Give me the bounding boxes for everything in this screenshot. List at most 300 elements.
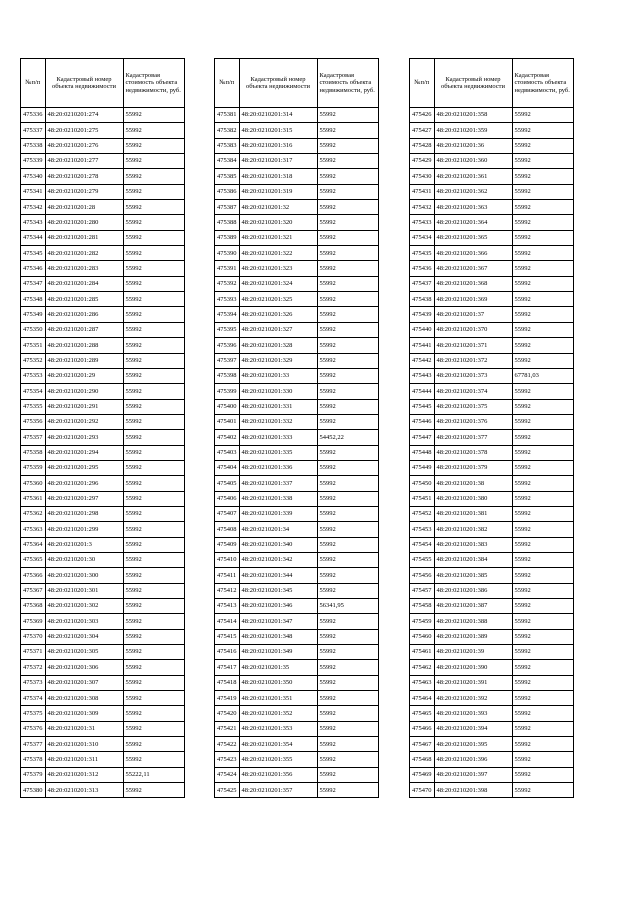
cadastral-number-cell: 48:20:0210201:283 <box>45 261 123 276</box>
row-number-cell: 475359 <box>21 460 46 475</box>
cadastral-number-cell: 48:20:0210201:359 <box>434 123 512 138</box>
row-number-cell: 475434 <box>410 230 435 245</box>
table-row <box>215 583 379 598</box>
table-row <box>410 706 574 721</box>
table-row <box>21 737 185 752</box>
table-row <box>21 552 185 567</box>
row-number-cell: 475400 <box>215 399 240 414</box>
cadastral-number-cell: 48:20:0210201:318 <box>239 169 317 184</box>
cadastral-cost-cell: 55992 <box>123 138 184 153</box>
row-number-cell: 475467 <box>410 737 435 752</box>
cadastral-number-cell: 48:20:0210201:366 <box>434 246 512 261</box>
row-number-cell: 475365 <box>21 552 46 567</box>
table-row <box>215 246 379 261</box>
table-row <box>21 506 185 521</box>
cadastral-cost-cell: 55992 <box>512 691 573 706</box>
table-row <box>21 200 185 215</box>
table-row <box>410 169 574 184</box>
cadastral-number-cell: 48:20:0210201:337 <box>239 476 317 491</box>
row-number-cell: 475418 <box>215 675 240 690</box>
cadastral-number-cell: 48:20:0210201:387 <box>434 599 512 614</box>
table-row <box>410 675 574 690</box>
cadastral-cost-cell: 55992 <box>512 307 573 322</box>
table-row <box>21 368 185 383</box>
header-row <box>215 59 379 108</box>
row-number-cell: 475362 <box>21 506 46 521</box>
row-number-cell: 475372 <box>21 660 46 675</box>
cadastral-cost-cell: 55992 <box>123 384 184 399</box>
table-row <box>410 123 574 138</box>
table-row <box>215 537 379 552</box>
row-number-cell: 475420 <box>215 706 240 721</box>
cadastral-cost-cell: 55992 <box>123 215 184 230</box>
row-number-cell: 475458 <box>410 599 435 614</box>
table-row <box>410 783 574 798</box>
cadastral-number-cell: 48:20:0210201:277 <box>45 154 123 169</box>
row-number-cell: 475441 <box>410 338 435 353</box>
row-number-cell: 475347 <box>21 276 46 291</box>
table-row <box>410 599 574 614</box>
table-row <box>215 552 379 567</box>
row-number-cell: 475338 <box>21 138 46 153</box>
header-num: №п/п <box>410 59 435 108</box>
cadastral-number-cell: 48:20:0210201:398 <box>434 783 512 798</box>
cadastral-cost-cell: 55992 <box>123 399 184 414</box>
table-row <box>215 691 379 706</box>
cadastral-cost-cell: 55992 <box>317 353 378 368</box>
cadastral-number-cell: 48:20:0210201:340 <box>239 537 317 552</box>
table-row <box>215 522 379 537</box>
table-row <box>21 537 185 552</box>
row-number-cell: 475354 <box>21 384 46 399</box>
cadastral-number-cell: 48:20:0210201:316 <box>239 138 317 153</box>
table-row <box>410 583 574 598</box>
cadastral-number-cell: 48:20:0210201:392 <box>434 691 512 706</box>
cadastral-cost-cell: 55992 <box>512 552 573 567</box>
cadastral-number-cell: 48:20:0210201:372 <box>434 353 512 368</box>
table-row <box>410 645 574 660</box>
table-row <box>215 599 379 614</box>
table-row <box>410 215 574 230</box>
cadastral-cost-cell: 55992 <box>512 783 573 798</box>
cadastral-number-cell: 48:20:0210201:329 <box>239 353 317 368</box>
table-row <box>410 614 574 629</box>
table-row <box>410 307 574 322</box>
table-row <box>215 460 379 475</box>
cadastral-number-cell: 48:20:0210201:35 <box>239 660 317 675</box>
cadastral-cost-cell: 55992 <box>123 414 184 429</box>
cadastral-cost-cell: 55992 <box>512 506 573 521</box>
cadastral-cost-cell: 55992 <box>512 430 573 445</box>
row-number-cell: 475413 <box>215 599 240 614</box>
cadastral-number-cell: 48:20:0210201:362 <box>434 184 512 199</box>
table-row <box>410 721 574 736</box>
row-number-cell: 475401 <box>215 414 240 429</box>
table-row <box>21 154 185 169</box>
cadastral-number-cell: 48:20:0210201:374 <box>434 384 512 399</box>
cadastral-cost-cell: 55992 <box>317 614 378 629</box>
row-number-cell: 475415 <box>215 629 240 644</box>
row-number-cell: 475425 <box>215 783 240 798</box>
cadastral-cost-cell: 67781,03 <box>512 368 573 383</box>
table-row <box>215 138 379 153</box>
table-row <box>215 276 379 291</box>
table-row <box>410 246 574 261</box>
row-number-cell: 475346 <box>21 261 46 276</box>
cadastral-cost-cell: 55992 <box>317 322 378 337</box>
cadastral-cost-cell: 55992 <box>123 292 184 307</box>
header-row <box>410 59 574 108</box>
cadastral-number-cell: 48:20:0210201:303 <box>45 614 123 629</box>
table-row <box>410 414 574 429</box>
cadastral-number-cell: 48:20:0210201:284 <box>45 276 123 291</box>
cadastral-number-cell: 48:20:0210201:365 <box>434 230 512 245</box>
table-row <box>410 460 574 475</box>
table-row <box>410 184 574 199</box>
table-row <box>410 537 574 552</box>
row-number-cell: 475386 <box>215 184 240 199</box>
cadastral-cost-cell: 55992 <box>123 154 184 169</box>
cadastral-number-cell: 48:20:0210201:339 <box>239 506 317 521</box>
cadastral-cost-cell: 55992 <box>317 108 378 123</box>
cadastral-cost-cell: 56341,95 <box>317 599 378 614</box>
cadastral-number-cell: 48:20:0210201:315 <box>239 123 317 138</box>
cadastral-cost-cell: 55992 <box>123 721 184 736</box>
cadastral-number-cell: 48:20:0210201:280 <box>45 215 123 230</box>
table-row <box>410 384 574 399</box>
cadastral-cost-cell: 55992 <box>512 169 573 184</box>
row-number-cell: 475383 <box>215 138 240 153</box>
row-number-cell: 475392 <box>215 276 240 291</box>
cadastral-number-cell: 48:20:0210201:336 <box>239 460 317 475</box>
cadastral-number-cell: 48:20:0210201:361 <box>434 169 512 184</box>
cadastral-cost-cell: 55992 <box>512 399 573 414</box>
table-row <box>21 675 185 690</box>
row-number-cell: 475412 <box>215 583 240 598</box>
cadastral-cost-cell: 55992 <box>123 706 184 721</box>
table-row <box>21 292 185 307</box>
cadastral-cost-cell: 55992 <box>317 200 378 215</box>
cadastral-cost-cell: 55992 <box>317 414 378 429</box>
cadastral-number-cell: 48:20:0210201:306 <box>45 660 123 675</box>
table-row <box>21 645 185 660</box>
table-row <box>410 368 574 383</box>
cadastral-number-cell: 48:20:0210201:353 <box>239 721 317 736</box>
table-body <box>410 108 574 798</box>
table-row <box>21 215 185 230</box>
table-row <box>215 169 379 184</box>
cadastral-number-cell: 48:20:0210201:276 <box>45 138 123 153</box>
cadastral-number-cell: 48:20:0210201:383 <box>434 537 512 552</box>
table-row <box>410 292 574 307</box>
table-body <box>21 108 185 798</box>
row-number-cell: 475427 <box>410 123 435 138</box>
table-row <box>21 430 185 445</box>
cadastral-table-2 <box>214 58 379 798</box>
row-number-cell: 475370 <box>21 629 46 644</box>
cadastral-number-cell: 48:20:0210201:331 <box>239 399 317 414</box>
table-row <box>410 154 574 169</box>
row-number-cell: 475459 <box>410 614 435 629</box>
cadastral-cost-cell: 55992 <box>123 353 184 368</box>
cadastral-number-cell: 48:20:0210201:347 <box>239 614 317 629</box>
table-row <box>410 506 574 521</box>
cadastral-number-cell: 48:20:0210201:356 <box>239 767 317 782</box>
cadastral-cost-cell: 55992 <box>512 246 573 261</box>
cadastral-number-cell: 48:20:0210201:307 <box>45 675 123 690</box>
table-row <box>215 660 379 675</box>
cadastral-number-cell: 48:20:0210201:313 <box>45 783 123 798</box>
cadastral-number-cell: 48:20:0210201:275 <box>45 123 123 138</box>
row-number-cell: 475398 <box>215 368 240 383</box>
cadastral-number-cell: 48:20:0210201:379 <box>434 460 512 475</box>
table-row <box>410 230 574 245</box>
cadastral-cost-cell: 55992 <box>317 292 378 307</box>
cadastral-number-cell: 48:20:0210201:338 <box>239 491 317 506</box>
table-row <box>410 737 574 752</box>
row-number-cell: 475369 <box>21 614 46 629</box>
row-number-cell: 475388 <box>215 215 240 230</box>
cadastral-number-cell: 48:20:0210201:320 <box>239 215 317 230</box>
row-number-cell: 475466 <box>410 721 435 736</box>
cadastral-number-cell: 48:20:0210201:325 <box>239 292 317 307</box>
cadastral-cost-cell: 55992 <box>317 491 378 506</box>
table-row <box>215 399 379 414</box>
cadastral-number-cell: 48:20:0210201:311 <box>45 752 123 767</box>
cadastral-number-cell: 48:20:0210201:324 <box>239 276 317 291</box>
row-number-cell: 475399 <box>215 384 240 399</box>
cadastral-cost-cell: 55992 <box>317 384 378 399</box>
header-cadastral-number: Кадастровый номер объекта недвижимости <box>434 59 512 108</box>
row-number-cell: 475419 <box>215 691 240 706</box>
row-number-cell: 475363 <box>21 522 46 537</box>
row-number-cell: 475360 <box>21 476 46 491</box>
cadastral-number-cell: 48:20:0210201:388 <box>434 614 512 629</box>
table-row <box>410 353 574 368</box>
table-row <box>21 721 185 736</box>
table-row <box>410 629 574 644</box>
table-row <box>21 261 185 276</box>
cadastral-number-cell: 48:20:0210201:335 <box>239 445 317 460</box>
cadastral-number-cell: 48:20:0210201:279 <box>45 184 123 199</box>
table-row <box>21 629 185 644</box>
row-number-cell: 475431 <box>410 184 435 199</box>
table-row <box>215 645 379 660</box>
cadastral-cost-cell: 55992 <box>317 460 378 475</box>
cadastral-cost-cell: 55992 <box>123 261 184 276</box>
cadastral-number-cell: 48:20:0210201:395 <box>434 737 512 752</box>
table-row <box>21 476 185 491</box>
cadastral-cost-cell: 55992 <box>123 783 184 798</box>
row-number-cell: 475465 <box>410 706 435 721</box>
cadastral-cost-cell: 55992 <box>123 368 184 383</box>
table-row <box>410 430 574 445</box>
row-number-cell: 475457 <box>410 583 435 598</box>
table-row <box>215 261 379 276</box>
table-row <box>21 353 185 368</box>
row-number-cell: 475390 <box>215 246 240 261</box>
header-cadastral-number: Кадастровый номер объекта недвижимости <box>45 59 123 108</box>
cadastral-cost-cell: 55992 <box>512 752 573 767</box>
cadastral-number-cell: 48:20:0210201:298 <box>45 506 123 521</box>
cadastral-table-3 <box>409 58 574 798</box>
row-number-cell: 475391 <box>215 261 240 276</box>
row-number-cell: 475366 <box>21 568 46 583</box>
table-row <box>21 399 185 414</box>
row-number-cell: 475373 <box>21 675 46 690</box>
cadastral-cost-cell: 55992 <box>512 737 573 752</box>
cadastral-number-cell: 48:20:0210201:299 <box>45 522 123 537</box>
cadastral-cost-cell: 55992 <box>317 583 378 598</box>
row-number-cell: 475469 <box>410 767 435 782</box>
cadastral-number-cell: 48:20:0210201:314 <box>239 108 317 123</box>
row-number-cell: 475437 <box>410 276 435 291</box>
row-number-cell: 475395 <box>215 322 240 337</box>
cadastral-cost-cell: 55992 <box>512 138 573 153</box>
header-num: №п/п <box>21 59 46 108</box>
cadastral-number-cell: 48:20:0210201:319 <box>239 184 317 199</box>
table-row <box>215 783 379 798</box>
table-row <box>410 138 574 153</box>
cadastral-cost-cell: 55992 <box>317 276 378 291</box>
cadastral-cost-cell: 55992 <box>317 399 378 414</box>
cadastral-cost-cell: 55992 <box>123 537 184 552</box>
table-row <box>21 246 185 261</box>
row-number-cell: 475353 <box>21 368 46 383</box>
cadastral-cost-cell: 55992 <box>123 169 184 184</box>
cadastral-number-cell: 48:20:0210201:286 <box>45 307 123 322</box>
cadastral-cost-cell: 55992 <box>317 138 378 153</box>
cadastral-number-cell: 48:20:0210201:377 <box>434 430 512 445</box>
cadastral-cost-cell: 55992 <box>317 184 378 199</box>
cadastral-cost-cell: 55992 <box>512 460 573 475</box>
cadastral-number-cell: 48:20:0210201:346 <box>239 599 317 614</box>
table-row <box>410 261 574 276</box>
row-number-cell: 475368 <box>21 599 46 614</box>
cadastral-cost-cell: 55992 <box>512 230 573 245</box>
cadastral-number-cell: 48:20:0210201:344 <box>239 568 317 583</box>
cadastral-cost-cell: 55992 <box>512 154 573 169</box>
table-body <box>215 108 379 798</box>
cadastral-number-cell: 48:20:0210201:345 <box>239 583 317 598</box>
table-row <box>215 767 379 782</box>
row-number-cell: 475423 <box>215 752 240 767</box>
table-row <box>21 184 185 199</box>
cadastral-cost-cell: 55992 <box>123 491 184 506</box>
row-number-cell: 475410 <box>215 552 240 567</box>
cadastral-cost-cell: 55992 <box>512 614 573 629</box>
row-number-cell: 475357 <box>21 430 46 445</box>
cadastral-number-cell: 48:20:0210201:3 <box>45 537 123 552</box>
cadastral-number-cell: 48:20:0210201:297 <box>45 491 123 506</box>
table-row <box>410 322 574 337</box>
cadastral-cost-cell: 55992 <box>512 123 573 138</box>
table-row <box>21 138 185 153</box>
cadastral-number-cell: 48:20:0210201:363 <box>434 200 512 215</box>
table-row <box>21 169 185 184</box>
table-row <box>21 445 185 460</box>
cadastral-number-cell: 48:20:0210201:393 <box>434 706 512 721</box>
row-number-cell: 475453 <box>410 522 435 537</box>
cadastral-cost-cell: 55992 <box>512 660 573 675</box>
row-number-cell: 475340 <box>21 169 46 184</box>
cadastral-cost-cell: 55992 <box>317 691 378 706</box>
row-number-cell: 475389 <box>215 230 240 245</box>
row-number-cell: 475385 <box>215 169 240 184</box>
row-number-cell: 475416 <box>215 645 240 660</box>
table-row <box>215 430 379 445</box>
table-row <box>21 767 185 782</box>
table-row <box>215 368 379 383</box>
cadastral-cost-cell: 55992 <box>512 338 573 353</box>
cadastral-number-cell: 48:20:0210201:357 <box>239 783 317 798</box>
row-number-cell: 475440 <box>410 322 435 337</box>
cadastral-number-cell: 48:20:0210201:294 <box>45 445 123 460</box>
cadastral-number-cell: 48:20:0210201:352 <box>239 706 317 721</box>
row-number-cell: 475443 <box>410 368 435 383</box>
row-number-cell: 475438 <box>410 292 435 307</box>
cadastral-cost-cell: 55992 <box>512 292 573 307</box>
row-number-cell: 475442 <box>410 353 435 368</box>
cadastral-number-cell: 48:20:0210201:371 <box>434 338 512 353</box>
cadastral-number-cell: 48:20:0210201:384 <box>434 552 512 567</box>
cadastral-cost-cell: 55992 <box>317 629 378 644</box>
table-row <box>410 476 574 491</box>
cadastral-number-cell: 48:20:0210201:288 <box>45 338 123 353</box>
row-number-cell: 475446 <box>410 414 435 429</box>
cadastral-cost-cell: 55992 <box>512 537 573 552</box>
row-number-cell: 475358 <box>21 445 46 460</box>
row-number-cell: 475371 <box>21 645 46 660</box>
cadastral-cost-cell: 55992 <box>317 307 378 322</box>
header-cadastral-cost: Кадастровая стоимость объекта недвижимости, руб. <box>512 59 573 108</box>
table-row <box>215 184 379 199</box>
cadastral-number-cell: 48:20:0210201:333 <box>239 430 317 445</box>
row-number-cell: 475344 <box>21 230 46 245</box>
table-row <box>21 108 185 123</box>
cadastral-number-cell: 48:20:0210201:350 <box>239 675 317 690</box>
cadastral-number-cell: 48:20:0210201:349 <box>239 645 317 660</box>
table-row <box>215 414 379 429</box>
row-number-cell: 475336 <box>21 108 46 123</box>
cadastral-number-cell: 48:20:0210201:327 <box>239 322 317 337</box>
table-row <box>410 767 574 782</box>
cadastral-cost-cell: 55992 <box>512 645 573 660</box>
table-row <box>21 522 185 537</box>
table-row <box>215 338 379 353</box>
cadastral-cost-cell: 55992 <box>512 261 573 276</box>
cadastral-number-cell: 48:20:0210201:321 <box>239 230 317 245</box>
cadastral-cost-cell: 55992 <box>317 537 378 552</box>
row-number-cell: 475405 <box>215 476 240 491</box>
row-number-cell: 475378 <box>21 752 46 767</box>
cadastral-number-cell: 48:20:0210201:301 <box>45 583 123 598</box>
header-cadastral-number: Кадастровый номер объекта недвижимости <box>239 59 317 108</box>
cadastral-number-cell: 48:20:0210201:37 <box>434 307 512 322</box>
table-row <box>21 706 185 721</box>
cadastral-number-cell: 48:20:0210201:370 <box>434 322 512 337</box>
cadastral-cost-cell: 55222,11 <box>123 767 184 782</box>
cadastral-number-cell: 48:20:0210201:310 <box>45 737 123 752</box>
table-row <box>21 414 185 429</box>
cadastral-cost-cell: 55992 <box>317 675 378 690</box>
cadastral-cost-cell: 55992 <box>123 322 184 337</box>
row-number-cell: 475426 <box>410 108 435 123</box>
cadastral-cost-cell: 55992 <box>123 445 184 460</box>
row-number-cell: 475421 <box>215 721 240 736</box>
row-number-cell: 475361 <box>21 491 46 506</box>
cadastral-cost-cell: 55992 <box>317 445 378 460</box>
